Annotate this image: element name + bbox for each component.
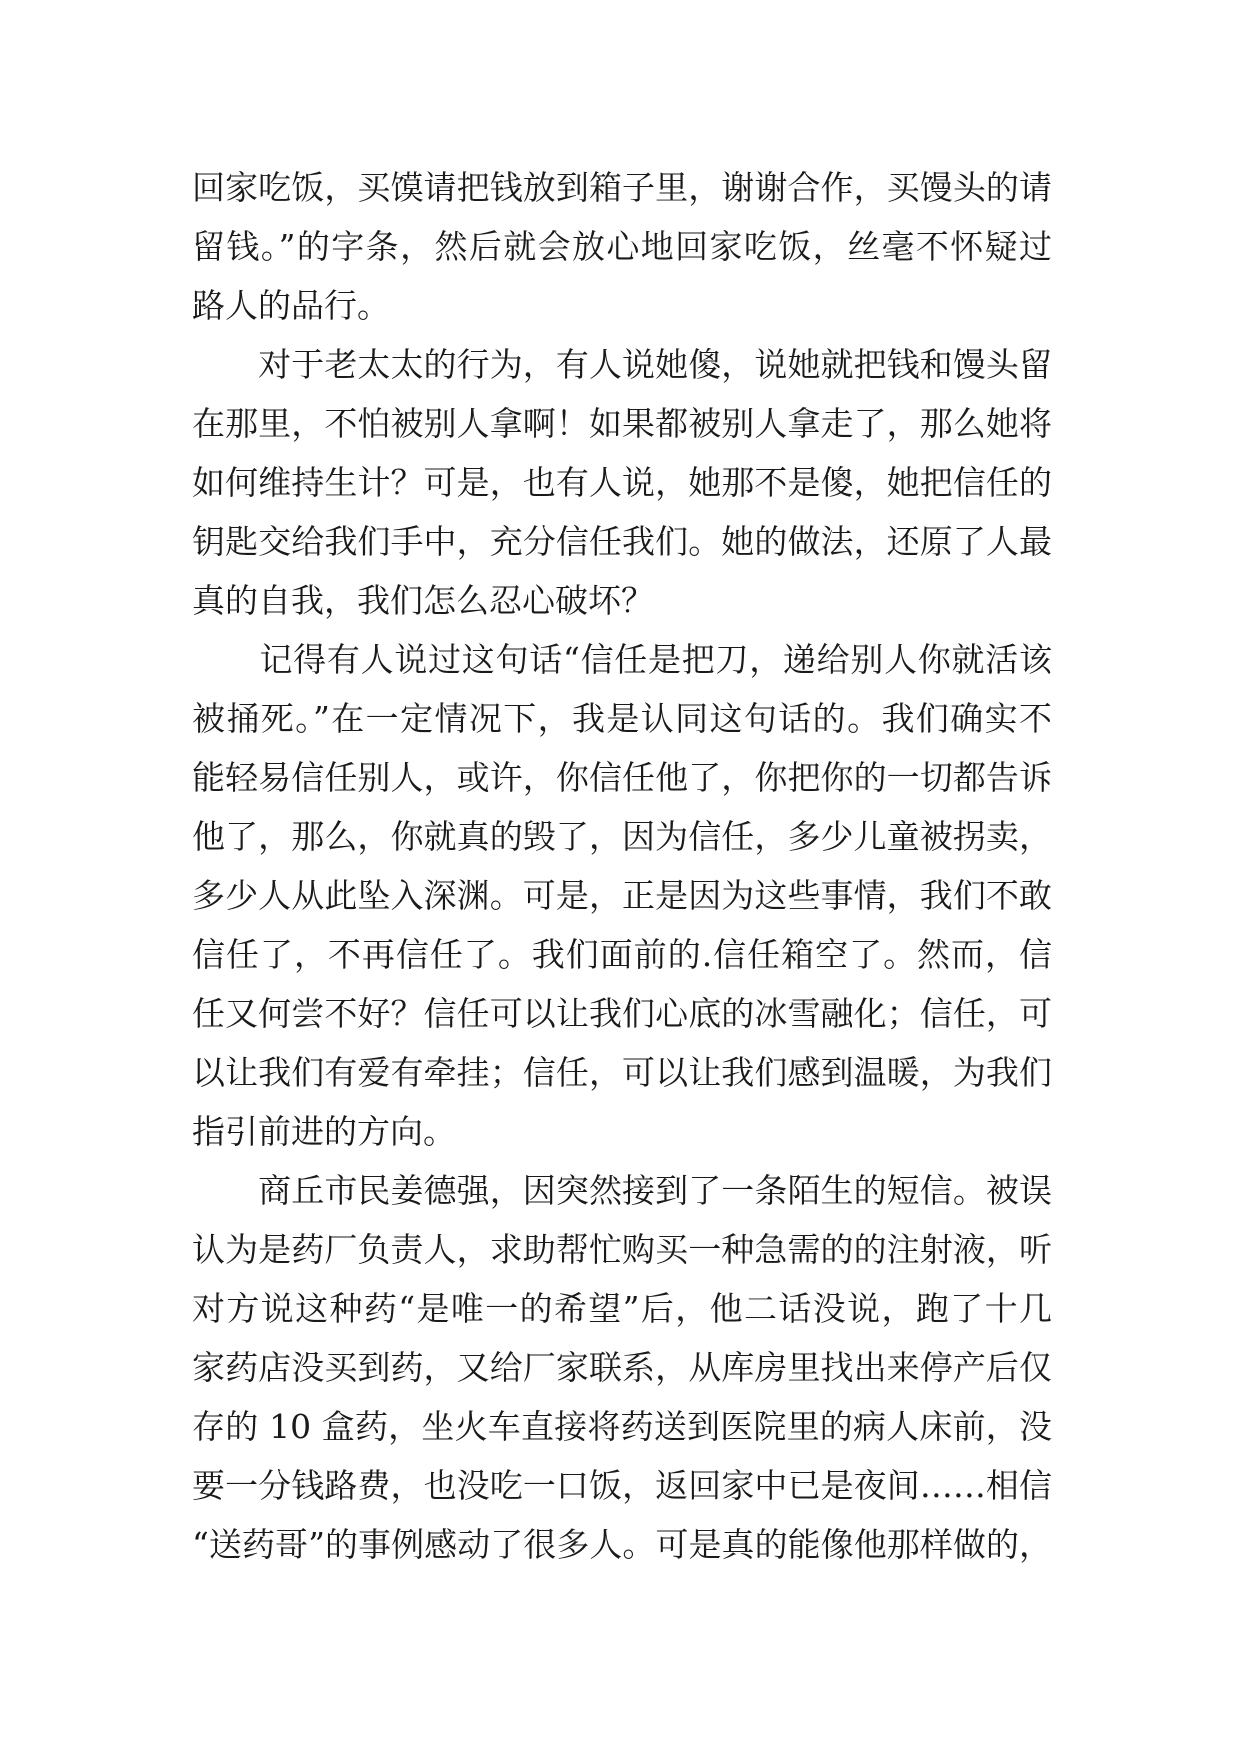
text-line: 能轻易信任别人，或许，你信任他了，你把你的一切都告诉 bbox=[192, 758, 1052, 797]
document-body bbox=[192, 158, 1052, 1574]
text-line: 对方说这种药“是唯一的希望”后，他二话没说，跑了十几 bbox=[192, 1289, 1052, 1328]
text-line: 信任了，不再信任了。我们面前的.信任箱空了。然而，信 bbox=[192, 935, 1052, 974]
text-line: 多少人从此坠入深渊。可是，正是因为这些事情，我们不敢 bbox=[192, 876, 1052, 915]
text-line: 被捅死。”在一定情况下，我是认同这句话的。我们确实不 bbox=[192, 699, 1052, 738]
text-line: 回家吃饭，买馍请把钱放到箱子里，谢谢合作，买馒头的请 bbox=[192, 168, 1052, 207]
text-line: 以让我们有爱有牵挂；信任，可以让我们感到温暖，为我们 bbox=[192, 1053, 1052, 1092]
paragraph-2 bbox=[192, 335, 1052, 630]
paragraph-3 bbox=[192, 630, 1052, 1161]
text-line: 在那里，不怕被别人拿啊！如果都被别人拿走了，那么她将 bbox=[192, 404, 1052, 443]
text-line: 他了，那么，你就真的毁了，因为信任，多少儿童被拐卖， bbox=[192, 817, 1052, 856]
text-line: 要一分钱路费，也没吃一口饭，返回家中已是夜间……相信 bbox=[192, 1466, 1052, 1505]
text-line: 如何维持生计？可是，也有人说，她那不是傻，她把信任的 bbox=[192, 463, 1052, 502]
text-line: 家药店没买到药，又给厂家联系，从库房里找出来停产后仅 bbox=[192, 1348, 1052, 1387]
text-line: 指引前进的方向。 bbox=[192, 1112, 456, 1151]
paragraph-1 bbox=[192, 158, 1052, 335]
text-line: 任又何尝不好？信任可以让我们心底的冰雪融化；信任，可 bbox=[192, 994, 1052, 1033]
text-line: 认为是药厂负责人，求助帮忙购买一种急需的的注射液，听 bbox=[192, 1230, 1052, 1269]
paragraph-4 bbox=[192, 1161, 1052, 1574]
text-line: 对于老太太的行为，有人说她傻，说她就把钱和馒头留 bbox=[192, 345, 1052, 384]
text-line: 真的自我，我们怎么忍心破坏？ bbox=[192, 581, 654, 620]
text-line: 留钱。”的字条，然后就会放心地回家吃饭，丝毫不怀疑过 bbox=[192, 227, 1052, 266]
text-line: 路人的品行。 bbox=[192, 286, 390, 325]
text-line: 商丘市民姜德强，因突然接到了一条陌生的短信。被误 bbox=[192, 1171, 1052, 1210]
text-line: 钥匙交给我们手中，充分信任我们。她的做法，还原了人最 bbox=[192, 522, 1052, 561]
text-line: “送药哥”的事例感动了很多人。可是真的能像他那样做的， bbox=[192, 1525, 1052, 1564]
text-line: 存的 10 盒药，坐火车直接将药送到医院里的病人床前，没 bbox=[192, 1407, 1052, 1446]
text-line: 记得有人说过这句话“信任是把刀，递给别人你就活该 bbox=[192, 640, 1052, 679]
